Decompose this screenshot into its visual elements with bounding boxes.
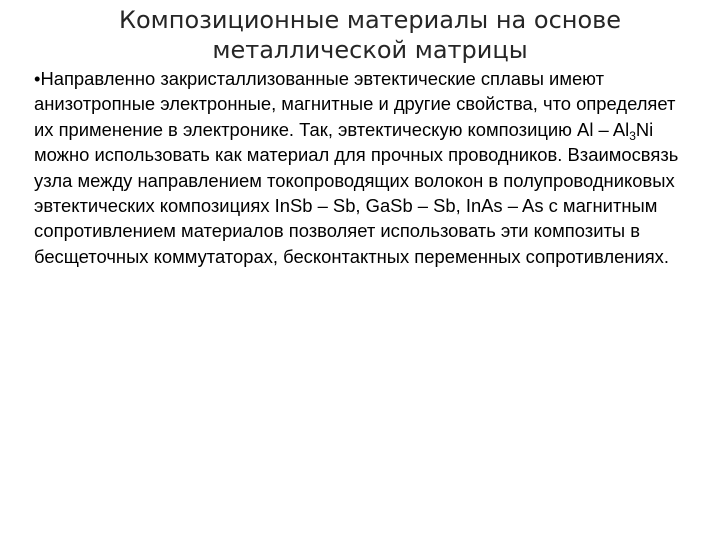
body-text-part-1: Направленно закристаллизованные эвтектические сплавы имеют анизотропные электронные, магнитные и другие свойства, что определяет их применение в электронике. Так, эвтектическую композицию Al – Al [34,68,676,140]
bullet-marker: • [34,68,41,89]
body-text-part-2: Ni можно использовать как материал для прочных проводников. Взаимосвязь узла между направлением токопроводящих волокон в полупроводниковых эвтектических композициях InSb – Sb, GaSb – Sb, InAs – As с магнитным сопротивлением материалов позволяет использовать эти композиты в бесщеточных коммутаторах, бесконтактных переменных сопротивлениях. [34,118,679,267]
slide-title [60,5,680,65]
slide-title-line-1: Композиционные материалы на основе [118,6,622,34]
slide-body-paragraph [34,66,684,269]
slide-title-line-2: металлической матрицы [212,36,528,64]
subscript-3: 3 [629,128,636,143]
